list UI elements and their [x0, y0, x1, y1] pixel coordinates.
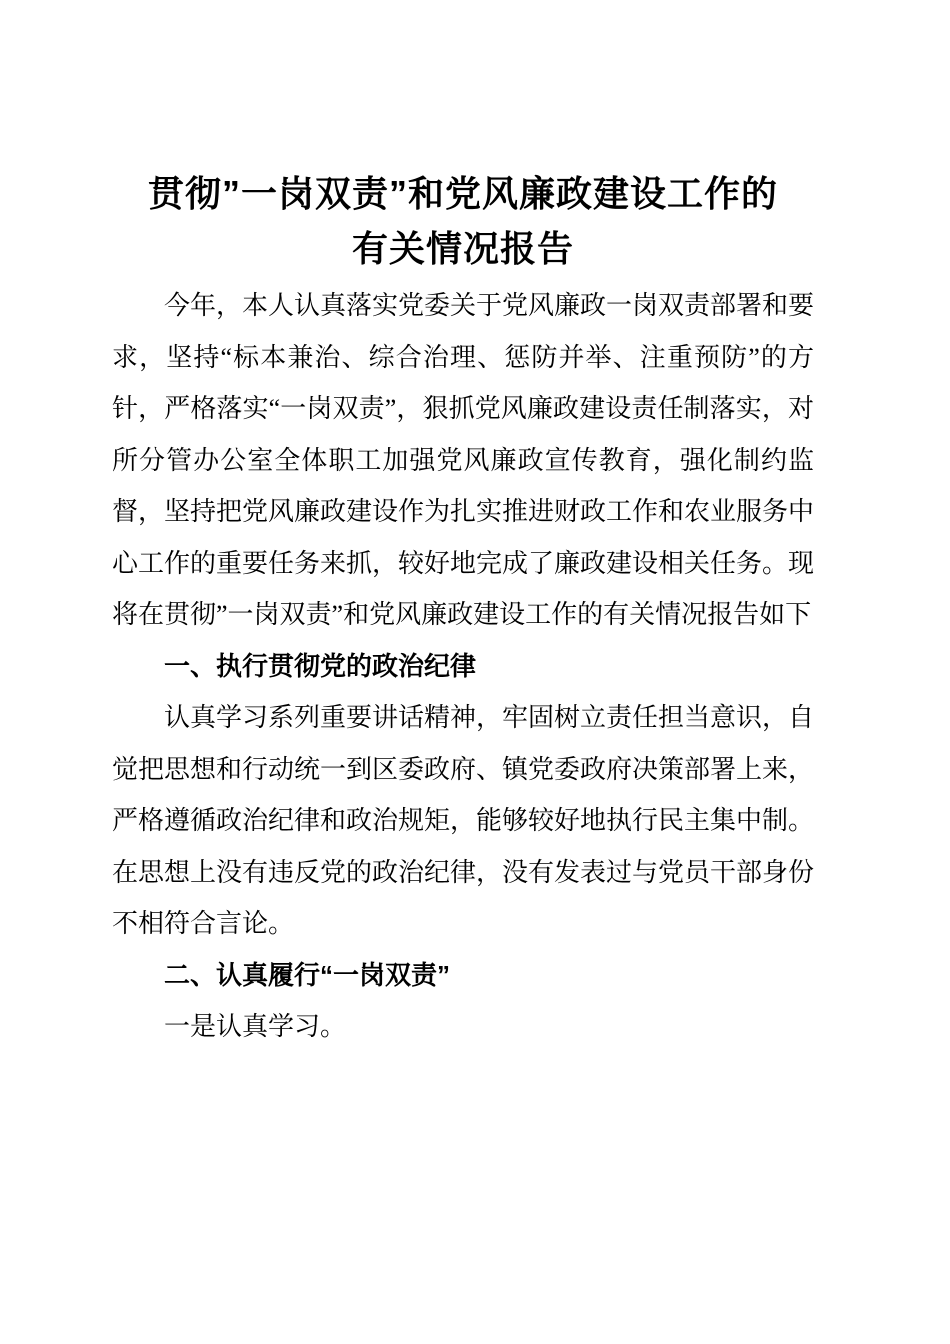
- document-title-line-1: 贯彻”一岗双责”和党风廉政建设工作的: [147, 173, 778, 214]
- section-heading-2: 二、认真履行“一岗双责”: [164, 959, 451, 990]
- document-title-line-2: 有关情况报告: [351, 228, 574, 269]
- section-2-paragraph: 一是认真学习。: [164, 1012, 347, 1041]
- section-1-paragraph: 认真学习系列重要讲话精神，牢固树立责任担当意识，自觉把思想和行动统一到区委政府、镇党委政府决策部署上来，严格遵循政治纪律和政治规矩，能够较好地执行民主集中制。在思想上没有违反党的政治纪律，没有发表过与党员干部身份不相符合言论。: [112, 703, 815, 938]
- intro-paragraph: 今年，本人认真落实党委关于党风廉政一岗双责部署和要求，坚持“标本兼治、综合治理、惩防并举、注重预防”的方针，严格落实“一岗双责”，狠抓党风廉政建设责任制落实，对所分管办公室全体职工加强党风廉政宣传教育，强化制约监督，坚持把党风廉政建设作为扎实推进财政工作和农业服务中心工作的重要任务来抓，较好地完成了廉政建设相关任务。现将在贯彻”一岗双责”和党风廉政建设工作的有关情况报告如下: [112, 291, 815, 629]
- section-heading-1: 一、执行贯彻党的政治纪律: [164, 650, 477, 681]
- document-title: [112, 166, 814, 276]
